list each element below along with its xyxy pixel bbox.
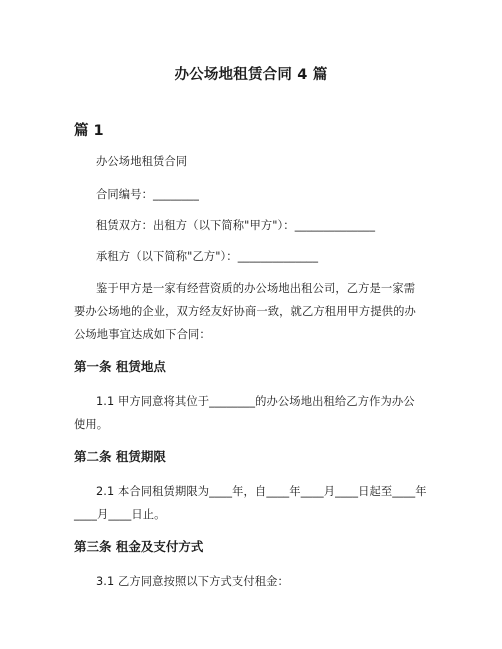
article-clause-line: 2.1 本合同租赁期限为____年，自____年____月____日起至____年 (96, 485, 427, 498)
preamble-line: 公场地事宜达成如下合同： (74, 328, 211, 341)
contract-name-line: 办公场地租赁合同 (96, 155, 188, 168)
lessor-line: 租赁双方：出租方（以下简称"甲方"）：______________ (96, 219, 376, 232)
article-clause-line: ____月____日止。 (74, 508, 166, 521)
article-clause-line: 1.1 甲方同意将其位于________的办公场地出租给乙方作为办公 (96, 395, 415, 408)
article-heading: 第三条 租金及支付方式 (74, 539, 204, 554)
document-title: 办公场地租赁合同 4 篇 (174, 67, 328, 83)
contract-number-line: 合同编号：________ (96, 188, 199, 201)
article-clause-line: 3.1 乙方同意按照以下方式支付租金： (96, 575, 289, 588)
section-heading: 篇 1 (74, 123, 104, 139)
article-heading: 第一条 租赁地点 (74, 359, 166, 374)
lessee-line: 承租方（以下简称"乙方"）：______________ (96, 250, 319, 263)
preamble-line: 要办公场地的企业，双方经友好协商一致，就乙方租用甲方提供的办 (74, 305, 416, 318)
article-clause-line: 使用。 (74, 418, 109, 431)
preamble-line: 鉴于甲方是一家有经营资质的办公场地出租公司，乙方是一家需 (96, 282, 416, 295)
article-heading: 第二条 租赁期限 (74, 449, 166, 464)
